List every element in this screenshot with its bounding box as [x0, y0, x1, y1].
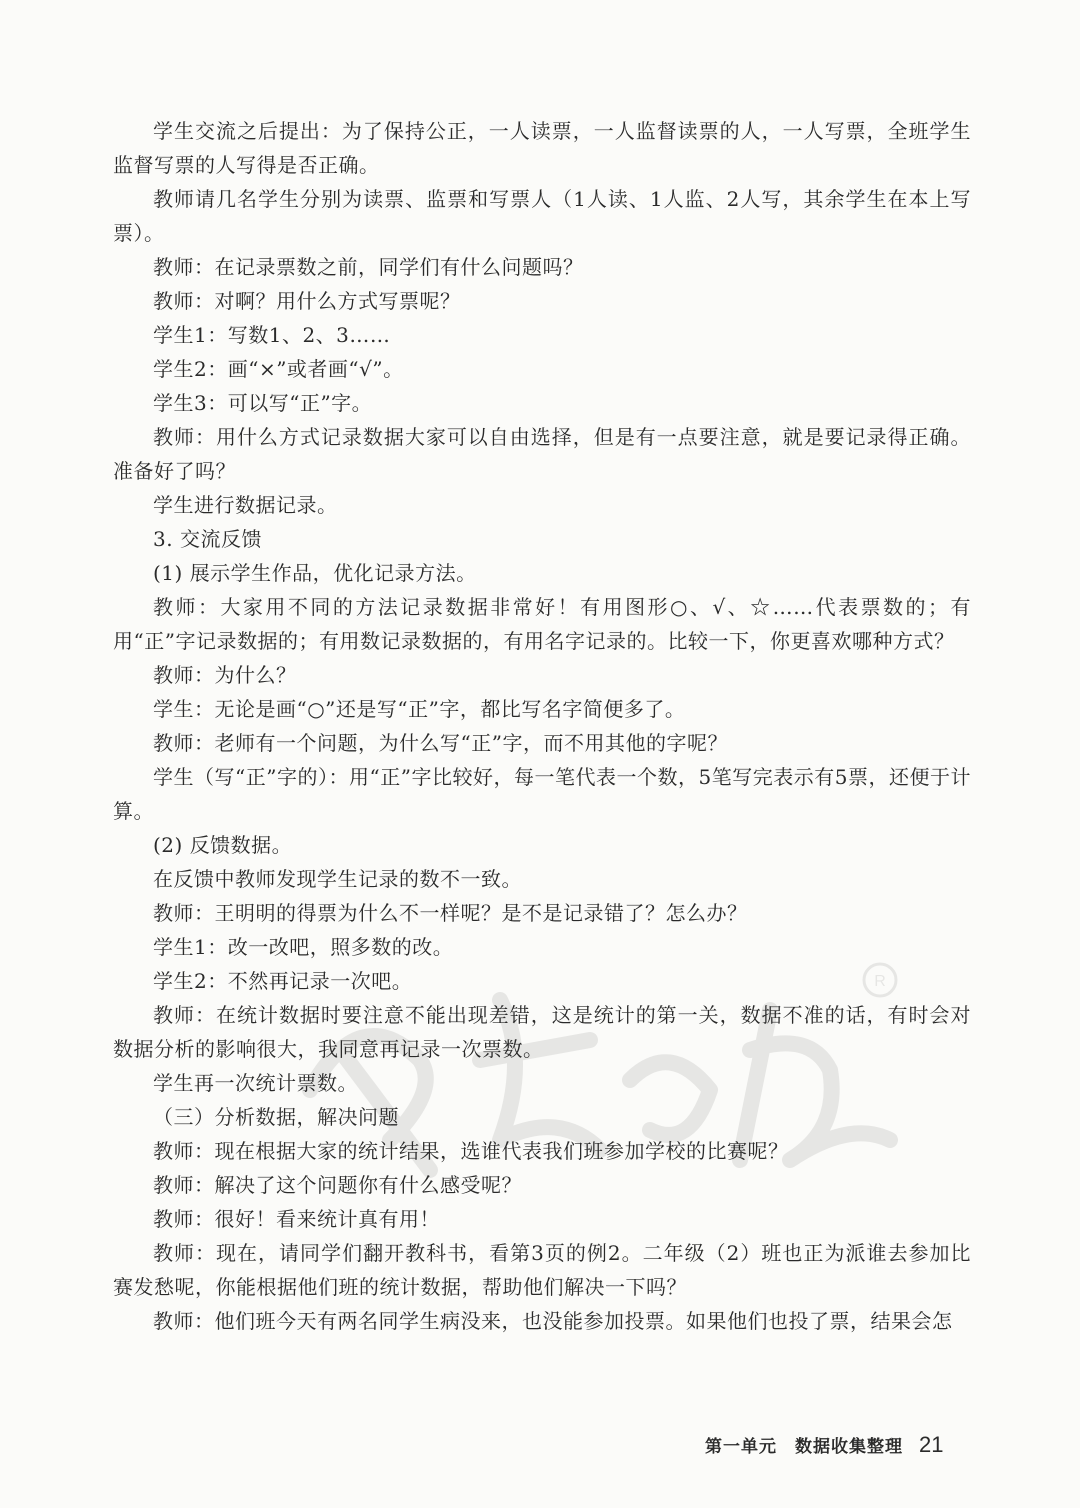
section-heading: 3. 交流反馈 [153, 527, 262, 551]
body-text [113, 114, 971, 1338]
paragraph: 教师：他们班今天有两名同学生病没来，也没能参加投票。如果他们也投了票，结果会怎 [153, 1309, 953, 1333]
paragraph: 学生（写“正”字的）：用“正”字比较好，每一笔代表一个数，5笔写完表示有5票，还便于计算。 [113, 765, 971, 823]
paragraph: 教师：现在根据大家的统计结果，选谁代表我们班参加学校的比赛呢？ [153, 1139, 789, 1163]
paragraph: 教师：解决了这个问题你有什么感受呢？ [153, 1173, 522, 1197]
paragraph: 学生：无论是画“○”还是写“正”字，都比写名字简便多了。 [153, 697, 686, 721]
subsection-heading: (1) 展示学生作品，优化记录方法。 [153, 561, 477, 585]
paragraph: 教师请几名学生分别为读票、监票和写票人（1人读、1人监、2人写，其余学生在本上写票）。 [113, 187, 971, 245]
paragraph: 教师：老师有一个问题，为什么写“正”字，而不用其他的字呢？ [153, 731, 728, 755]
page-footer [705, 1432, 943, 1466]
paragraph: 教师：很好！看来统计真有用！ [153, 1207, 440, 1231]
paragraph: 教师：王明明的得票为什么不一样呢？是不是记录错了？怎么办？ [153, 901, 748, 925]
subsection-heading: (2) 反馈数据。 [153, 833, 293, 857]
paragraph: 学生2：不然再记录一次吧。 [153, 969, 413, 993]
section-heading: （三）分析数据，解决问题 [153, 1105, 399, 1129]
paragraph: 学生1：改一改吧，照多数的改。 [153, 935, 454, 959]
paragraph: 学生2：画“×”或者画“√”。 [153, 357, 404, 381]
paragraph: 教师：用什么方式记录数据大家可以自由选择，但是有一点要注意，就是要记录得正确。准备好了吗？ [113, 425, 971, 483]
paragraph: 教师：在统计数据时要注意不能出现差错，这是统计的第一关，数据不准的话，有时会对数据分析的影响很大，我同意再记录一次票数。 [113, 1003, 971, 1061]
paragraph: 学生3：可以写“正”字。 [153, 391, 373, 415]
paragraph: 教师：为什么？ [153, 663, 297, 687]
page-number: 21 [919, 1432, 944, 1457]
svg-text:R: R [874, 973, 886, 990]
paragraph: 在反馈中教师发现学生记录的数不一致。 [153, 867, 522, 891]
paragraph: 学生再一次统计票数。 [153, 1071, 358, 1095]
paragraph: 教师：现在，请同学们翻开教科书，看第3页的例2。二年级（2）班也正为派谁去参加比赛发愁呢，你能根据他们班的统计数据，帮助他们解决一下吗？ [113, 1241, 971, 1299]
paragraph: 学生1：写数1、2、3…… [153, 323, 391, 347]
paragraph: 教师：在记录票数之前，同学们有什么问题吗？ [153, 255, 584, 279]
paragraph: 学生进行数据记录。 [153, 493, 338, 517]
paragraph: 学生交流之后提出：为了保持公正，一人读票，一人监督读票的人，一人写票，全班学生监督写票的人写得是否正确。 [113, 119, 971, 177]
footer-unit-title: 第一单元 数据收集整理 [705, 1437, 903, 1457]
paragraph: 教师：大家用不同的方法记录数据非常好！有用图形○、√、☆……代表票数的；有用“正”字记录数据的；有用数记录数据的，有用名字记录的。比较一下，你更喜欢哪种方式？ [113, 595, 971, 653]
paragraph: 教师：对啊？用什么方式写票呢？ [153, 289, 461, 313]
